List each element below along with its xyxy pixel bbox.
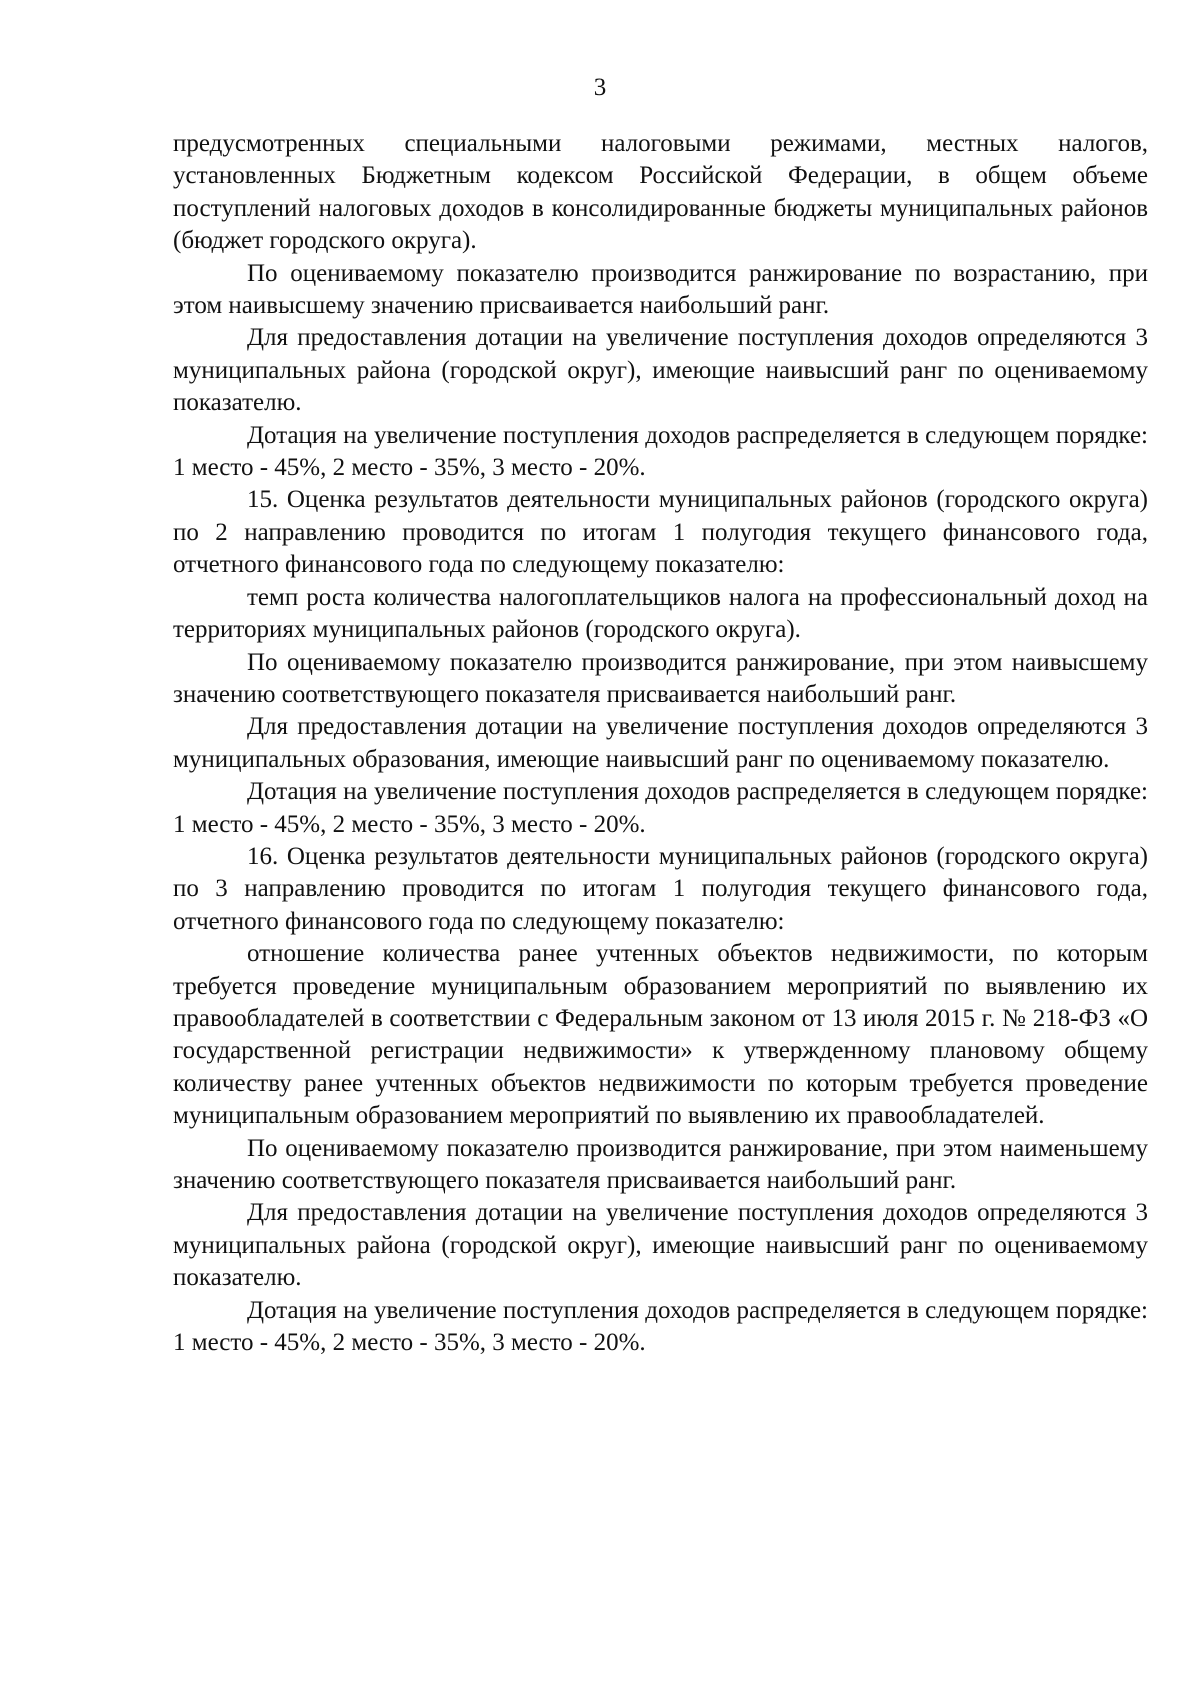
paragraph: Для предоставления дотации на увеличение поступления доходов определяются 3 муниципальных района (городской округ), имеющие наивысший ранг по оцениваемому показателю. <box>173 324 1148 417</box>
paragraph: 15. Оценка результатов деятельности муниципальных районов (городского округа) по 2 направлению проводится по итогам 1 полугодия текущего финансового года, отчетного финансового года по следующему показателю: <box>173 486 1148 579</box>
paragraph: По оцениваемому показателю производится ранжирование по возрастанию, при этом наивысшему значению присваивается наибольший ранг. <box>173 259 1148 320</box>
page-number: 3 <box>593 74 607 101</box>
paragraph: Для предоставления дотации на увеличение поступления доходов определяются 3 муниципальных образования, имеющие наивысший ранг по оцениваемому показателю. <box>173 713 1148 773</box>
paragraph: 16. Оценка результатов деятельности муниципальных районов (городского округа) по 3 направлению проводится по итогам 1 полугодия текущего финансового года, отчетного финансового года по следующему показателю: <box>173 842 1148 935</box>
document-body <box>173 128 1148 1359</box>
paragraph: темп роста количества налогоплательщиков налога на профессиональный доход на территориях муниципальных районов (городского округа). <box>173 583 1148 644</box>
paragraph: Дотация на увеличение поступления доходов распределяется в следующем порядке: 1 место - 45%, 2 место - 35%, 3 место - 20%. <box>173 778 1148 838</box>
paragraph: Для предоставления дотации на увеличение поступления доходов определяются 3 муниципальных района (городской округ), имеющие наивысший ранг по оцениваемому показателю. <box>173 1199 1148 1292</box>
paragraph: Дотация на увеличение поступления доходов распределяется в следующем порядке: 1 место - 45%, 2 место - 35%, 3 место - 20%. <box>173 1296 1148 1357</box>
paragraph: предусмотренных специальными налоговыми режимами, местных налогов, установленных Бюджетным кодексом Российской Федерации, в общем объеме поступлений налоговых доходов в консолидированные бюджеты муниципальных районов (бюджет городского округа). <box>173 130 1148 255</box>
paragraph: Дотация на увеличение поступления доходов распределяется в следующем порядке: 1 место - 45%, 2 место - 35%, 3 место - 20%. <box>173 421 1148 482</box>
paragraph: По оцениваемому показателю производится ранжирование, при этом наивысшему значению соответствующего показателя присваивается наибольший ранг. <box>173 648 1148 708</box>
paragraph: По оцениваемому показателю производится ранжирование, при этом наименьшему значению соответствующего показателя присваивается наибольший ранг. <box>173 1134 1148 1194</box>
paragraph: отношение количества ранее учтенных объектов недвижимости, по которым требуется проведение муниципальным образованием мероприятий по выявлению их правообладателей в соответствии с Федеральным законом от 13 июля 2015 г. № 218-ФЗ «О государственной регистрации недвижимости» к утвержденному плановому общему количеству ранее учтенных объектов недвижимости по которым требуется проведение муниципальным образованием мероприятий по выявлению их правообладателей. <box>173 940 1148 1130</box>
